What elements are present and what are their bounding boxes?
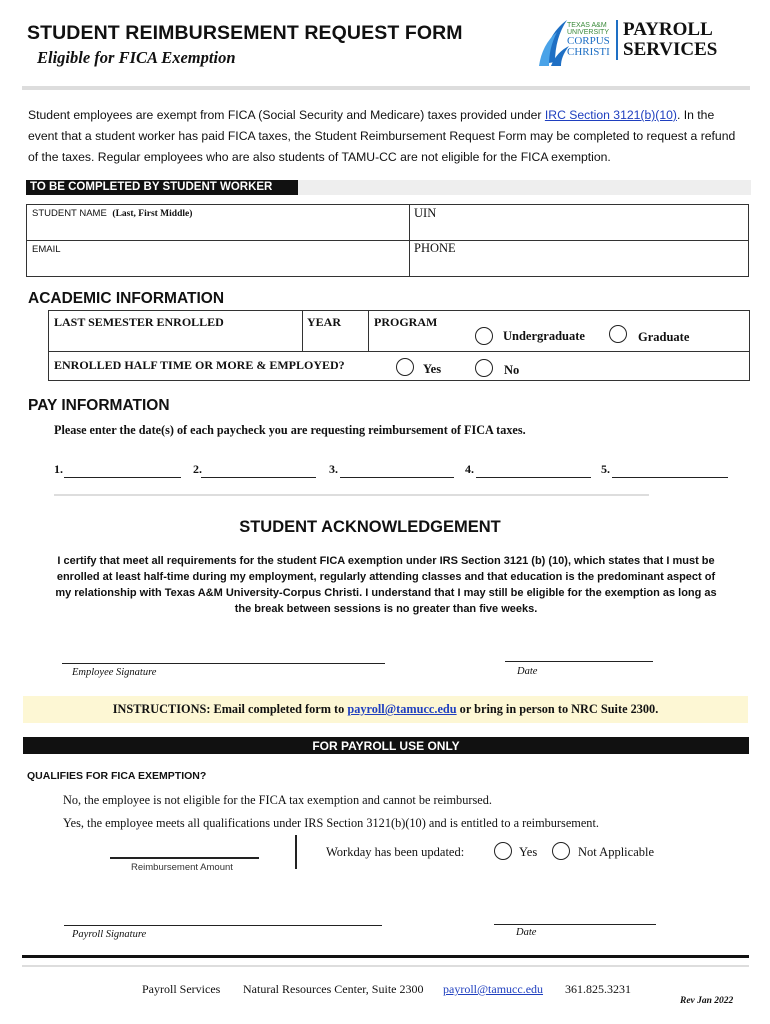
half-time-no-label: No bbox=[504, 363, 520, 377]
acknowledgement-heading: STUDENT ACKNOWLEDGEMENT bbox=[239, 518, 501, 536]
half-time-label: ENROLLED HALF TIME OR MORE & EMPLOYED? bbox=[54, 358, 345, 372]
logo-line-1: TEXAS A&M bbox=[567, 22, 607, 29]
student-name-hint: (Last, First Middle) bbox=[112, 209, 193, 219]
email-label: EMAIL bbox=[32, 244, 61, 255]
half-time-yes-label: Yes bbox=[423, 362, 442, 376]
brand-line-2: SERVICES bbox=[623, 39, 718, 60]
half-time-yes-radio[interactable] bbox=[396, 358, 414, 376]
university-logo bbox=[537, 16, 617, 68]
last-semester-cell[interactable] bbox=[48, 310, 303, 352]
instructions-prefix: INSTRUCTIONS: Email completed form to bbox=[112, 702, 348, 716]
year-cell[interactable] bbox=[302, 310, 369, 352]
instructions-email-link[interactable]: payroll@tamucc.edu bbox=[347, 702, 457, 716]
employee-date-label: Date bbox=[517, 666, 538, 677]
footer-dept: Payroll Services bbox=[142, 982, 221, 996]
paycheck-2-label: 2. bbox=[193, 462, 202, 476]
header-rule bbox=[22, 86, 750, 90]
paycheck-5-field[interactable] bbox=[612, 477, 728, 478]
brand-line-1: PAYROLL bbox=[623, 19, 713, 40]
payroll-signature-field[interactable] bbox=[64, 925, 382, 926]
instructions-suffix: or bring in person to NRC Suite 2300. bbox=[456, 702, 659, 716]
payroll-date-label: Date bbox=[516, 927, 537, 938]
form-title: STUDENT REIMBURSEMENT REQUEST FORM bbox=[27, 22, 463, 44]
wave-icon bbox=[537, 16, 571, 68]
phone-cell[interactable] bbox=[409, 240, 749, 277]
form-subtitle: Eligible for FICA Exemption bbox=[37, 48, 236, 67]
logo-line-3: CORPUS bbox=[567, 35, 610, 47]
reimbursement-amount-label: Reimbursement Amount bbox=[131, 862, 233, 873]
option-eligible[interactable]: Yes, the employee meets all qualifications under IRS Section 3121(b)(10) and is entitled to a reimbursement. bbox=[63, 816, 599, 830]
qualifies-label: QUALIFIES FOR FICA EXEMPTION? bbox=[27, 770, 207, 782]
reimbursement-amount-field[interactable] bbox=[110, 857, 259, 859]
paycheck-1-field[interactable] bbox=[64, 477, 181, 478]
option-not-eligible[interactable]: No, the employee is not eligible for the FICA tax exemption and cannot be reimbursed. bbox=[63, 793, 492, 807]
irc-section-link[interactable]: IRC Section 3121(b)(10) bbox=[544, 108, 677, 122]
pay-instruction: Please enter the date(s) of each paycheck you are requesting reimbursement of FICA taxes. bbox=[54, 423, 526, 437]
logo-divider bbox=[616, 20, 618, 60]
payroll-services-brand bbox=[623, 20, 717, 60]
paycheck-2-field[interactable] bbox=[201, 477, 316, 478]
workday-label: Workday has been updated: bbox=[326, 845, 465, 859]
email-cell[interactable] bbox=[26, 240, 410, 277]
intro-text-2: . In the event that a student worker has paid FICA taxes, the Student Reimbursement Request Form may be completed to request a refund of the taxes. Regular employees who are also students of TAMU-CC are not eligible for the FICA exemption. bbox=[28, 108, 736, 164]
logo-line-2: UNIVERSITY bbox=[567, 29, 610, 36]
pay-divider bbox=[54, 494, 649, 496]
intro-paragraph bbox=[28, 105, 740, 168]
workday-yes-label: Yes bbox=[519, 845, 538, 859]
student-banner: TO BE COMPLETED BY STUDENT WORKER bbox=[26, 180, 298, 195]
footer-rule bbox=[22, 955, 749, 958]
payroll-use-banner: FOR PAYROLL USE ONLY bbox=[23, 737, 749, 754]
paycheck-1-label: 1. bbox=[54, 462, 63, 476]
workday-yes-radio[interactable] bbox=[494, 842, 512, 860]
phone-label: PHONE bbox=[414, 241, 456, 255]
student-name-label: STUDENT NAME bbox=[32, 208, 107, 219]
graduate-radio[interactable] bbox=[609, 325, 627, 343]
employee-signature-label: Employee Signature bbox=[72, 667, 157, 678]
paycheck-4-field[interactable] bbox=[476, 477, 591, 478]
paycheck-4-label: 4. bbox=[465, 462, 474, 476]
footer-email-link[interactable]: payroll@tamucc.edu bbox=[443, 982, 544, 996]
acknowledgement-body: I certify that meet all requirements for the student FICA exemption under IRS Section 3121 (b) (10), which states that I must be enrolled at least half-time during my employment, regularly attending classes and that education is the predominant aspect of my relationship with Texas A&M University-Corpus Christi. I understand that I may still be eligible for the exemption as long as the break between sessions is no greater than five weeks. bbox=[55, 555, 717, 615]
logo-line-4: CHRISTI bbox=[567, 46, 610, 58]
half-time-no-radio[interactable] bbox=[475, 359, 493, 377]
workday-na-radio[interactable] bbox=[552, 842, 570, 860]
pay-heading: PAY INFORMATION bbox=[28, 397, 170, 414]
amount-divider bbox=[295, 835, 297, 869]
undergraduate-label: Undergraduate bbox=[503, 329, 585, 343]
year-label: YEAR bbox=[307, 315, 342, 329]
uin-label: UIN bbox=[414, 206, 437, 220]
student-name-cell[interactable] bbox=[26, 204, 410, 241]
footer-address: Natural Resources Center, Suite 2300 bbox=[243, 982, 424, 996]
paycheck-5-label: 5. bbox=[601, 462, 610, 476]
academic-heading: ACADEMIC INFORMATION bbox=[28, 290, 225, 307]
employee-signature-field[interactable] bbox=[62, 663, 385, 664]
last-semester-label: LAST SEMESTER ENROLLED bbox=[54, 315, 224, 329]
footer-phone: 361.825.3231 bbox=[565, 982, 631, 996]
instructions-box bbox=[23, 696, 748, 723]
program-label: PROGRAM bbox=[374, 315, 438, 329]
intro-text-1: Student employees are exempt from FICA (Social Security and Medicare) taxes provided under bbox=[28, 108, 545, 122]
paycheck-3-label: 3. bbox=[329, 462, 338, 476]
workday-na-label: Not Applicable bbox=[578, 845, 655, 859]
payroll-date-field[interactable] bbox=[494, 924, 656, 925]
employee-date-field[interactable] bbox=[505, 661, 653, 662]
graduate-label: Graduate bbox=[638, 330, 690, 344]
undergraduate-radio[interactable] bbox=[475, 327, 493, 345]
payroll-signature-label: Payroll Signature bbox=[72, 929, 147, 940]
revision-label: Rev Jan 2022 bbox=[680, 996, 734, 1006]
uin-cell[interactable] bbox=[409, 204, 749, 241]
paycheck-3-field[interactable] bbox=[340, 477, 454, 478]
footer-rule-light bbox=[22, 965, 749, 967]
